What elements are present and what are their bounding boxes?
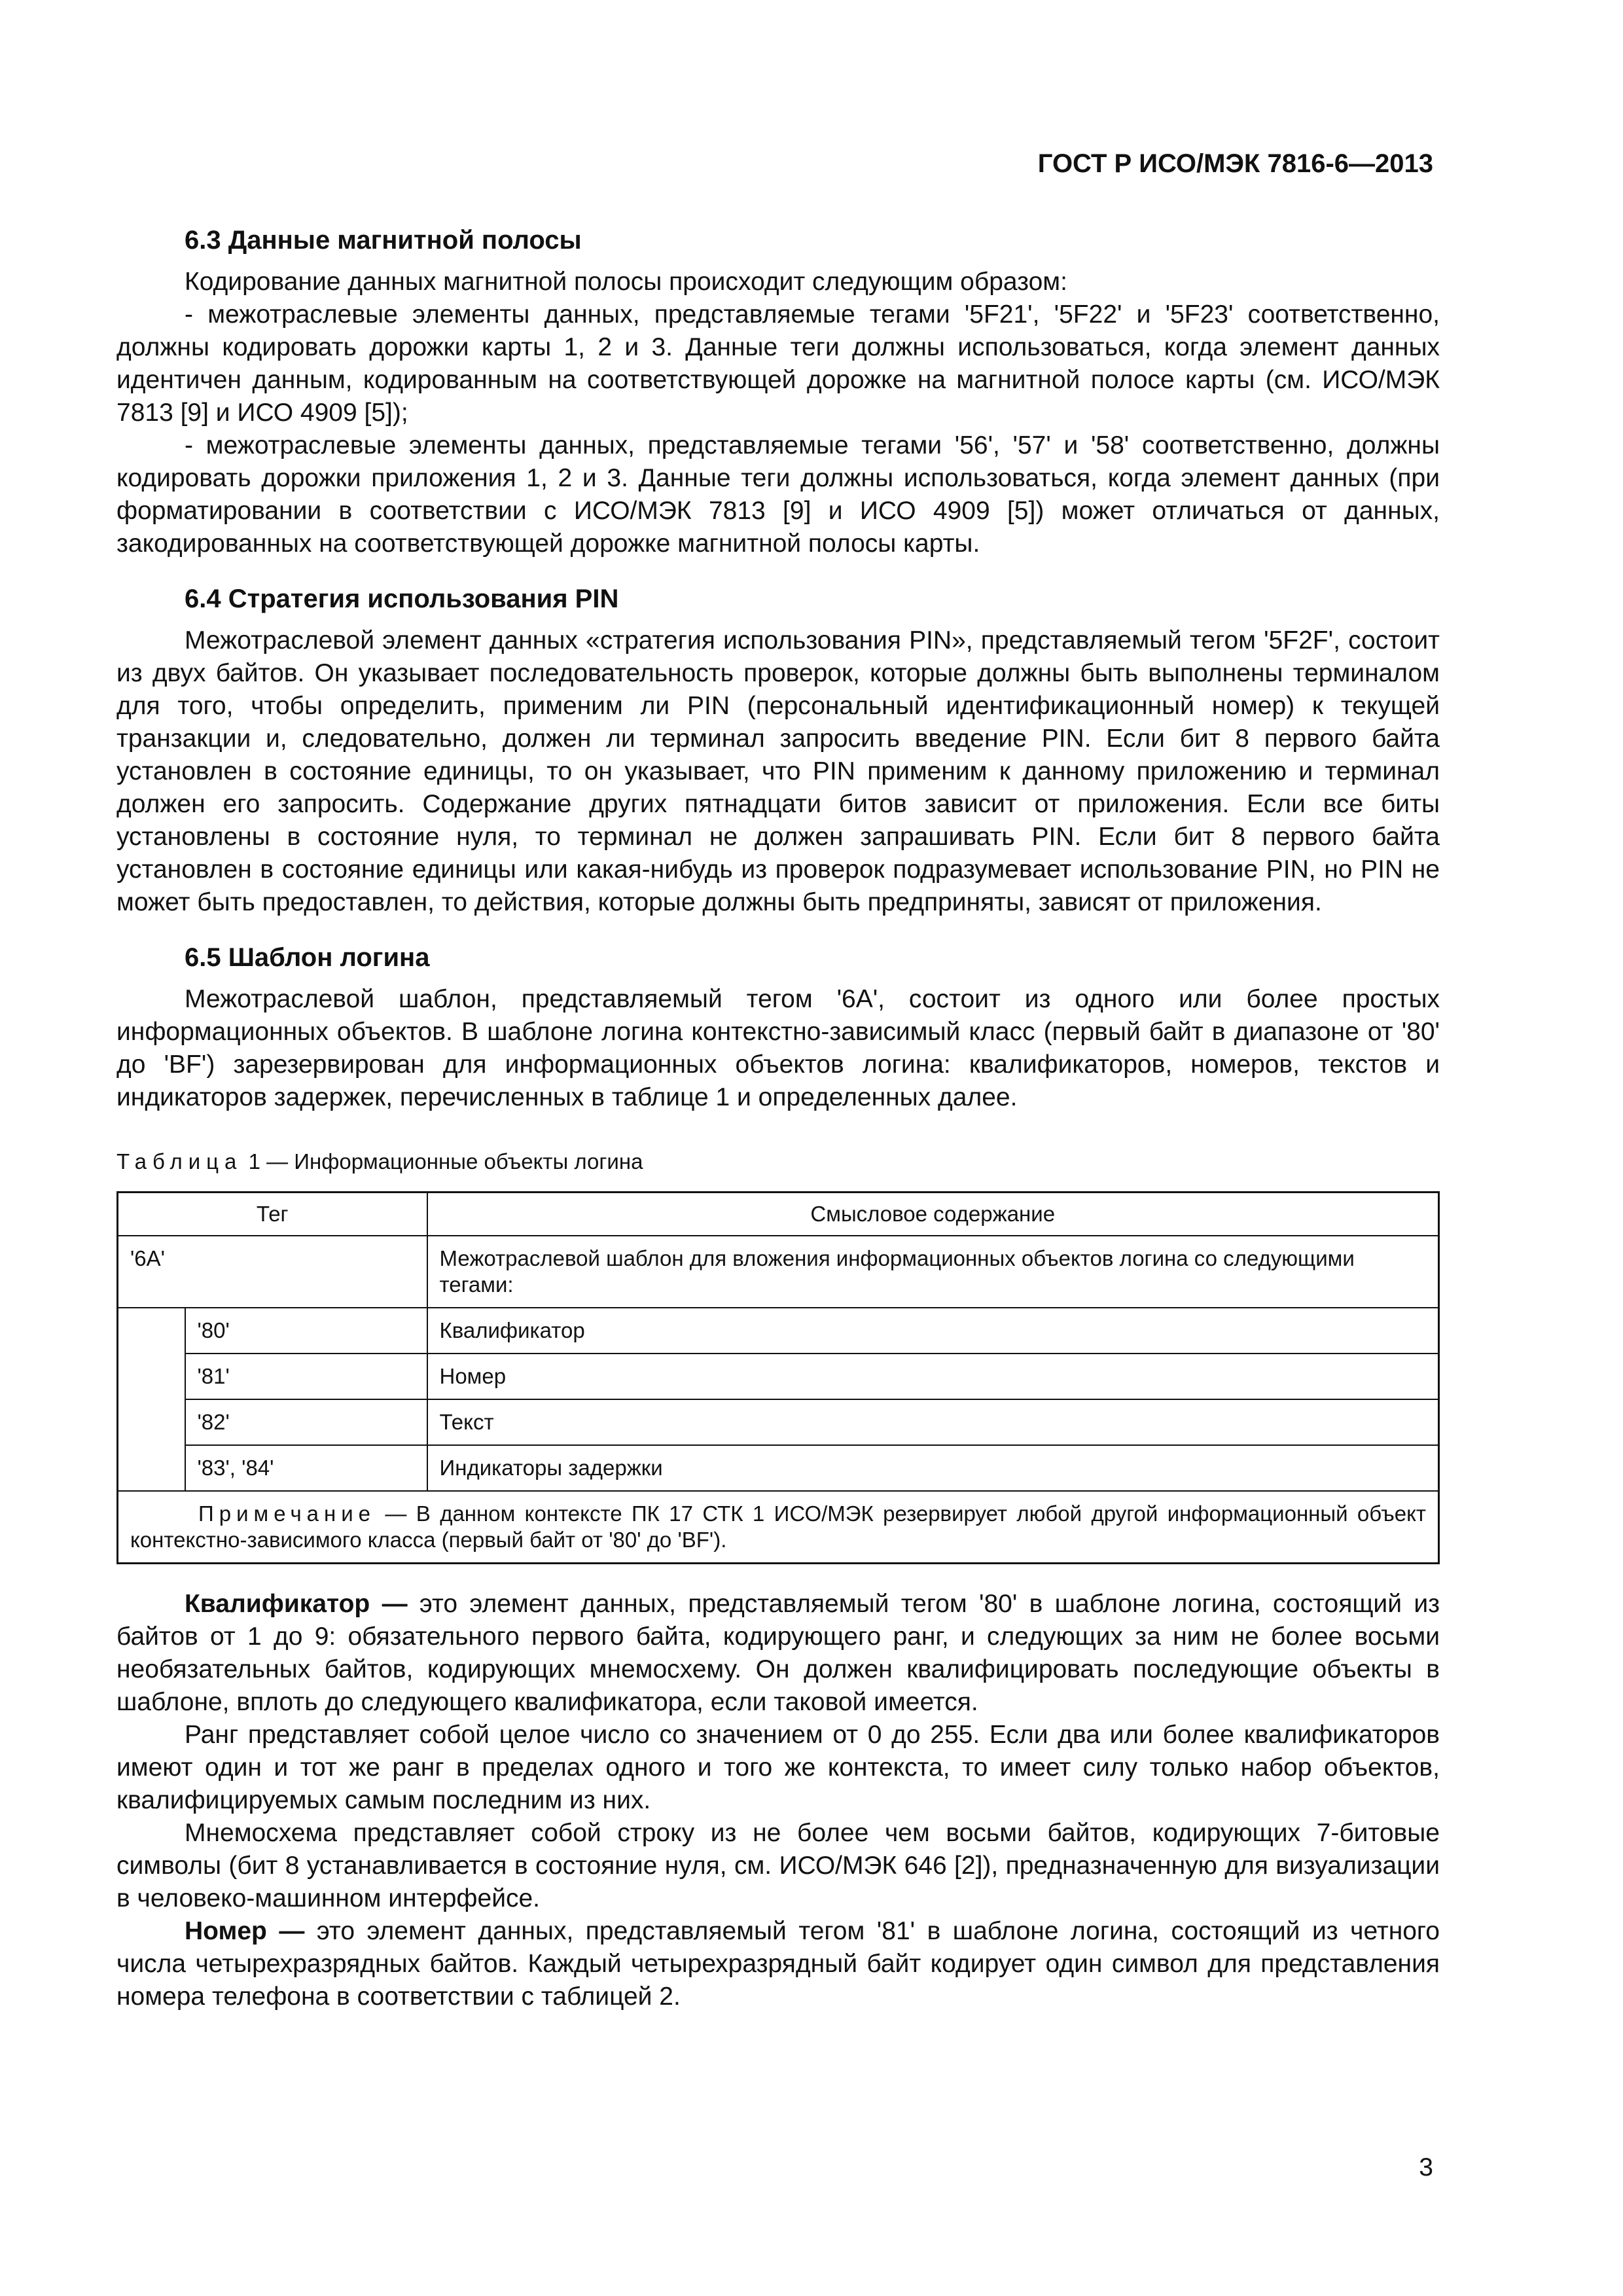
tag-cell: '6A' <box>118 1236 427 1308</box>
table-caption-text: 1 — Информационные объекты логина <box>248 1149 643 1174</box>
section-6-3-paragraph: Кодирование данных магнитной полосы происходит следующим образом: <box>185 268 1067 296</box>
table-row <box>118 1445 1439 1491</box>
meaning-cell: Квалификатор <box>427 1308 1439 1354</box>
section-6-3-paragraph: - межотраслевые элементы данных, представляемые тегами '56', '57' и '58' соответственно, должны кодировать дорожки приложения 1, 2 и 3. Данные теги должны использоваться, когда элемент данных (при форматировании в соответствии с ИСО/МЭК 7813 [9] и ИСО 4909 [5]) может отличаться от данных, закодированных на соответствующей дорожке магнитной полосы карты. <box>116 431 1440 558</box>
tag-cell: '83', '84' <box>185 1445 427 1491</box>
section-6-4-paragraph: Межотраслевой элемент данных «стратегия использования PIN», представляемый тегом '5F2F', состоит из двух байтов. Он указывает последовательность проверок, которые должны быть выполнены терминалом для того, чтобы определить, применим ли PIN (персональный идентификационный номер) к текущей транзакции и, следовательно, должен ли терминал запросить введение PIN. Если бит 8 первого байта установлен в состояние единицы, то он указывает, что PIN применим к данному приложению и терминал должен его запросить. Содержание других пятнадцати битов зависит от приложения. Если все биты установлены в состояние нуля, то терминал не должен запрашивать PIN. Если бит 8 первого байта установлен в состояние единицы или какая-нибудь из проверок подразумевает использование PIN, но PIN не может быть предоставлен, то действия, которые должны быть предприняты, зависят от приложения. <box>116 626 1440 916</box>
column-header-meaning: Смысловое содержание <box>427 1193 1439 1236</box>
number-definition: это элемент данных, представляемый тегом '81' в шаблоне логина, состоящий из четного числа четырехразрядных байтов. Каждый четырехразрядный байт кодирует один символ для представления номера телефона в соответствии с таблицей 2. <box>116 1917 1440 2011</box>
table-note <box>118 1491 1439 1564</box>
login-objects-table <box>116 1191 1440 1564</box>
table-row <box>118 1308 1439 1354</box>
section-6-5-paragraph: Межотраслевой шаблон, представляемый тегом '6A', состоит из одного или более простых информационных объектов. В шаблоне логина контекстно-зависимый класс (первый байт в диапазоне от '80' до 'BF') зарезервирован для информационных объектов логина: квалификаторов, номеров, текстов и индикаторов задержек, перечисленных в таблице 1 и определенных далее. <box>116 985 1440 1111</box>
definitions-block <box>116 1588 1440 2013</box>
document-body <box>116 223 1440 2013</box>
tag-cell: '81' <box>185 1354 427 1399</box>
indent-cell <box>118 1445 185 1491</box>
qualifier-paragraph <box>116 1588 1440 1719</box>
rank-paragraph: Ранг представляет собой целое число со значением от 0 до 255. Если два или более квалификаторов имеют один и тот же ранг в пределах одного и того же контекста, то имеет силу только набор объектов, квалифицируемых самым последним из них. <box>116 1721 1440 1814</box>
table-row <box>118 1236 1439 1308</box>
indent-cell <box>118 1308 185 1354</box>
meaning-cell: Межотраслевой шаблон для вложения информационных объектов логина со следующими тегами: <box>427 1236 1439 1308</box>
page-number: 3 <box>1419 2153 1433 2181</box>
table-row <box>118 1354 1439 1399</box>
table-note-text: — В данном контексте ПК 17 СТК 1 ИСО/МЭК резервирует любой другой информационный объект контекстно-зависимого класса (первый байт от '80' до 'BF'). <box>130 1501 1426 1552</box>
document-header: ГОСТ Р ИСО/МЭК 7816-6—2013 <box>1037 149 1433 178</box>
meaning-cell: Индикаторы задержки <box>427 1445 1439 1491</box>
indent-cell <box>118 1354 185 1399</box>
table-caption-label: Таблица <box>116 1149 243 1174</box>
section-6-3-title: 6.3 Данные магнитной полосы <box>185 226 582 255</box>
meaning-cell: Текст <box>427 1399 1439 1445</box>
section-6-4-title: 6.4 Стратегия использования PIN <box>185 584 619 613</box>
mnemonic-paragraph: Мнемосхема представляет собой строку из не более чем восьми байтов, кодирующих 7-битовые символы (бит 8 устанавливается в состояние нуля, см. ИСО/МЭК 646 [2]), предназначенную для визуализации в человеко-машинном интерфейсе. <box>116 1819 1440 1912</box>
table-caption <box>116 1145 1440 1178</box>
number-paragraph <box>116 1915 1440 2013</box>
section-6-3-paragraph: - межотраслевые элементы данных, представляемые тегами '5F21', '5F22' и '5F23' соответственно, должны кодировать дорожки карты 1, 2 и 3. Данные теги должны использоваться, когда элемент данных идентичен данным, кодированным на соответствующей дорожке на магнитной полосе карты (см. ИСО/МЭК 7813 [9] и ИСО 4909 [5]); <box>116 300 1440 427</box>
indent-cell <box>118 1399 185 1445</box>
table-note-label: Примечание <box>198 1501 376 1526</box>
qualifier-definition: это элемент данных, представляемый тегом '80' в шаблоне логина, состоящий из байтов от 1 до 9: обязательного первого байта, кодирующего ранг, и следующих за ним не более восьми необязательных байтов, кодирующих мнемосхему. Он должен квалифицировать последующие объекты в шаблоне, вплоть до следующего квалификатора, если таковой имеется. <box>116 1590 1440 1716</box>
tag-cell: '80' <box>185 1308 427 1354</box>
number-term: Номер — <box>185 1917 305 1945</box>
section-6-5-title: 6.5 Шаблон логина <box>185 943 430 972</box>
qualifier-term: Квалификатор — <box>185 1590 408 1618</box>
table-row <box>118 1399 1439 1445</box>
table-header-row <box>118 1193 1439 1236</box>
meaning-cell: Номер <box>427 1354 1439 1399</box>
table-note-row <box>118 1491 1439 1564</box>
tag-cell: '82' <box>185 1399 427 1445</box>
column-header-tag: Тег <box>118 1193 427 1236</box>
